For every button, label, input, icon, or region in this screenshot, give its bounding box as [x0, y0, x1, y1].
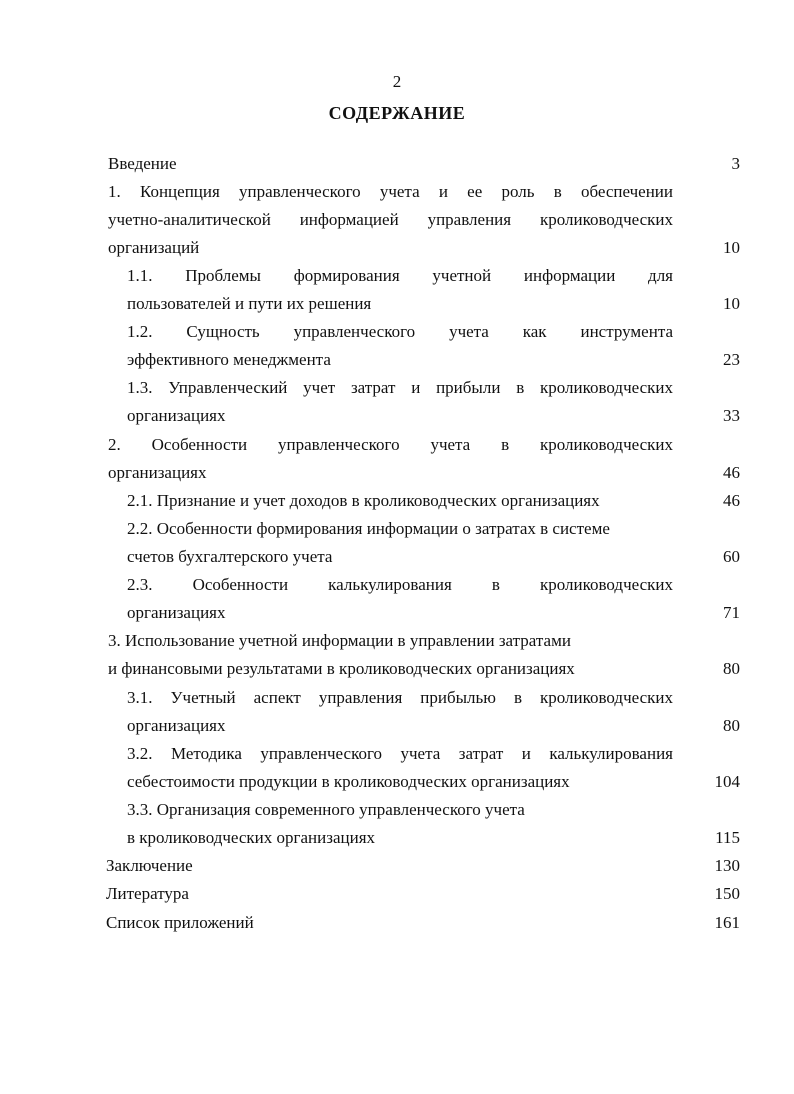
toc-page-section-3-2: 104 [714, 772, 740, 791]
toc-page-intro: 3 [731, 154, 740, 173]
toc-entry-intro[interactable]: Введение [108, 154, 177, 173]
toc-page-section-2-1: 46 [723, 491, 740, 510]
toc-entry-chapter-2[interactable]: 2. Особенности управленческого учета в кролиководческих [108, 435, 673, 454]
toc-entry-section-3-1-cont: организациях [127, 716, 226, 735]
toc-page-section-1-2: 23 [723, 350, 740, 369]
toc-entry-section-1-2-cont: эффективного менеджмента [127, 350, 331, 369]
toc-page-section-2-3: 71 [723, 603, 740, 622]
toc-entry-section-2-1[interactable]: 2.1. Признание и учет доходов в кролиководческих организациях [127, 491, 600, 510]
toc-entry-chapter-3-cont: и финансовыми результатами в кролиководческих организациях [108, 659, 575, 678]
toc-entry-section-3-3-cont: в кролиководческих организациях [127, 828, 376, 847]
toc-entry-section-2-2[interactable]: 2.2. Особенности формирования информации о затратах в системе [127, 519, 610, 538]
toc-entry-section-3-1[interactable]: 3.1. Учетный аспект управления прибылью в кролиководческих [127, 688, 673, 707]
toc-page-appendices: 161 [714, 913, 740, 932]
toc-entry-section-2-2-cont: счетов бухгалтерского учета [127, 547, 333, 566]
toc-entry-chapter-3[interactable]: 3. Использование учетной информации в управлении затратами [108, 631, 571, 650]
toc-entry-section-3-2-cont: себестоимости продукции в кролиководческих организациях [127, 772, 570, 791]
toc-entry-section-1-1[interactable]: 1.1. Проблемы формирования учетной информации для [127, 266, 673, 285]
page-number: 2 [392, 72, 402, 91]
toc-page-conclusion: 130 [714, 856, 740, 875]
toc-entry-section-3-2[interactable]: 3.2. Методика управленческого учета затрат и калькулирования [127, 744, 673, 763]
toc-entry-chapter-1-cont: учетно-аналитической информацией управления кролиководческих [108, 210, 673, 229]
toc-entry-literature[interactable]: Литература [106, 884, 189, 903]
toc-entry-appendices[interactable]: Список приложений [106, 913, 254, 932]
toc-page-section-1-1: 10 [723, 294, 740, 313]
toc-page-section-2-2: 60 [723, 547, 740, 566]
toc-page-section-1-3: 33 [723, 406, 740, 425]
toc-entry-chapter-2-cont: организациях [108, 463, 207, 482]
toc-page-chapter-1: 10 [723, 238, 740, 257]
toc-entry-section-1-3[interactable]: 1.3. Управленческий учет затрат и прибыли в кролиководческих [127, 378, 673, 397]
toc-entry-section-3-3[interactable]: 3.3. Организация современного управленческого учета [127, 800, 525, 819]
toc-entry-section-1-3-cont: организациях [127, 406, 226, 425]
page-title: СОДЕРЖАНИЕ [328, 103, 466, 123]
toc-entry-section-2-3[interactable]: 2.3. Особенности калькулирования в кролиководческих [127, 575, 673, 594]
toc-page-section-3-1: 80 [723, 716, 740, 735]
toc-page-literature: 150 [714, 884, 740, 903]
toc-entry-chapter-1-cont: организаций [108, 238, 200, 257]
toc-page-section-3-3: 115 [715, 828, 740, 847]
toc-entry-section-2-3-cont: организациях [127, 603, 226, 622]
toc-entry-chapter-1[interactable]: 1. Концепция управленческого учета и ее роль в обеспечении [108, 182, 673, 201]
toc-page-chapter-2: 46 [723, 463, 740, 482]
toc-entry-section-1-2[interactable]: 1.2. Сущность управленческого учета как инструмента [127, 322, 673, 341]
toc-entry-section-1-1-cont: пользователей и пути их решения [127, 294, 372, 313]
toc-entry-conclusion[interactable]: Заключение [106, 856, 193, 875]
toc-page-chapter-3: 80 [723, 659, 740, 678]
